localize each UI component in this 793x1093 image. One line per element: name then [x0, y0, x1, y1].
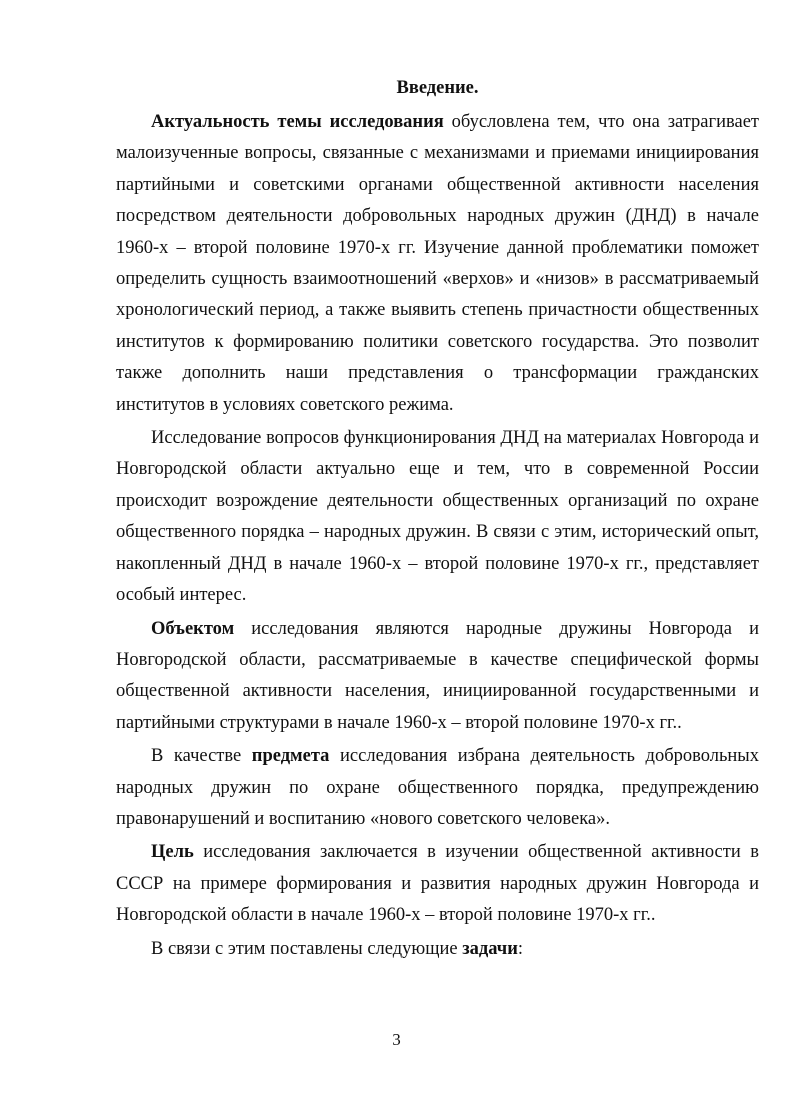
- paragraph-text: исследования заключается в изучении общественной активности в СССР на примере формирования и развития народных дружин Новгорода и Новгородской области в начале 1960-х – второй половине 1970-х гг..: [116, 842, 759, 926]
- paragraph-text: исследования избрана деятельность добровольных народных дружин по охране общественного порядка, предупреждению правонарушений и воспитанию «нового советского человека».: [116, 746, 759, 829]
- bold-term-subject: предмета: [251, 746, 330, 767]
- paragraph-suffix: :: [517, 938, 524, 959]
- paragraph-relevance: [116, 107, 759, 421]
- paragraph-tasks: [116, 934, 759, 965]
- paragraph-subject: [116, 741, 759, 835]
- paragraph-object: [116, 614, 759, 740]
- bold-term-relevance: Актуальность темы исследования: [151, 112, 444, 132]
- paragraph-text: исследования являются народные дружины Новгорода и Новгородской области, рассматриваемые в качестве специфической формы общественной активности населения, инициированной государственными и партийными структурами в начале 1960-х – второй половине 1970-х гг..: [116, 618, 759, 733]
- paragraph-goal: [116, 837, 759, 931]
- paragraph-relevance-region: [116, 423, 759, 611]
- section-title: Введение.: [396, 78, 479, 98]
- bold-term-goal: Цель: [151, 842, 194, 863]
- paragraph-prefix: В качестве: [151, 746, 252, 767]
- paragraph-text: Исследование вопросов функционирования ДНД на материалах Новгорода и Новгородской области актуально еще и тем, что в современной России происходит возрождение деятельности общественных организаций по охране общественного порядка – народных дружин. В связи с этим, исторический опыт, накопленный ДНД в начале 1960-х – второй половине 1970-х гг., представляет особый интерес.: [116, 428, 759, 606]
- bold-term-object: Объектом: [151, 618, 235, 639]
- document-page: [116, 73, 759, 965]
- paragraph-prefix: В связи с этим поставлены следующие: [151, 938, 463, 959]
- paragraph-text: обусловлена тем, что она затрагивает малоизученные вопросы, связанные с механизмами и приемами инициирования партийными и советскими органами общественной активности населения посредством деятельности добровольных народных дружин (ДНД) в начале 1960-х – второй половине 1970-х гг. Изучение данной проблематики поможет определить сущность взаимоотношений «верхов» и «низов» в рассматриваемый хронологический период, а также выявить степень причастности общественных институтов к формированию политики советского государства. Это позволит также дополнить наши представления о трансформации гражданских институтов в условиях советского режима.: [116, 112, 759, 415]
- page-number: 3: [392, 1030, 401, 1049]
- bold-term-tasks: задачи: [462, 938, 518, 959]
